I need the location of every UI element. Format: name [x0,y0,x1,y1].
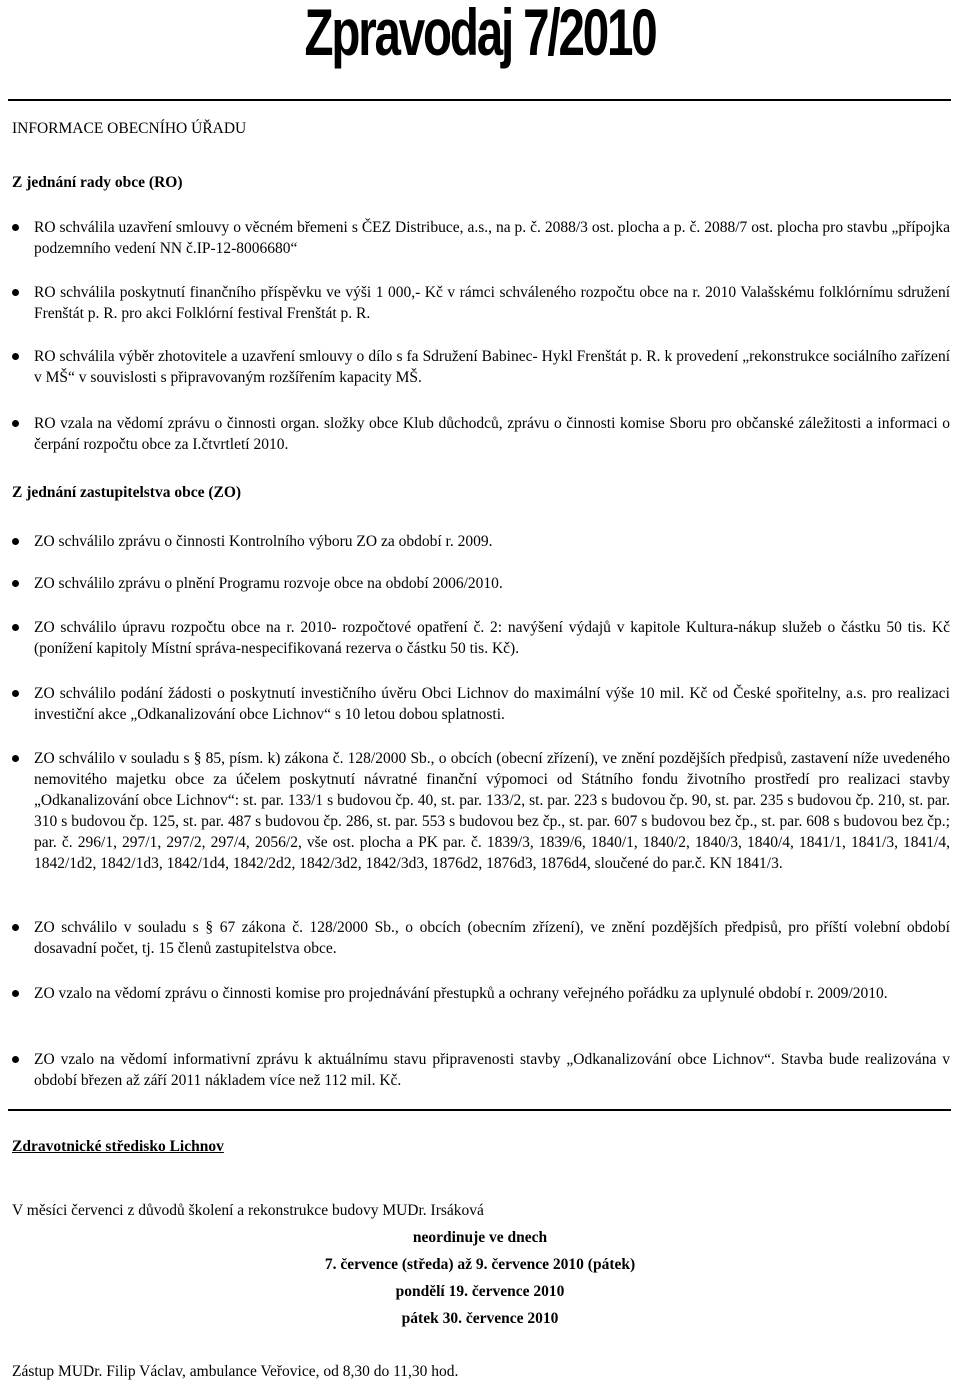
bullet [12,353,19,360]
zo-item: ZO vzalo na vědomí informativní zprávu k aktuálnímu stavu připravenosti stavby „Odkanalizování obce Lichnov“. Stavba bude realizována v období březen až září 2011 nákladem více než 112 mil. Kč. [34,1051,950,1089]
ro-item: RO schválila poskytnutí finančního příspěvku ve výši 1 000,- Kč v rámci schváleného rozpočtu obce na r. 2010 Valašskému folklórnímu sdružení Frenštát p. R. pro akci Folklórní festival Frenštát p. R. [34,284,950,322]
bullet [12,924,19,931]
zo-item: ZO schválilo úpravu rozpočtu obce na r. 2010- rozpočtové opatření č. 2: navýšení výdajů v kapitole Kultura-nákup služeb o částku 50 tis. Kč (ponížení kapitoly Místní správa-nespecifikovaná rezerva o částku 50 tis. Kč). [34,619,950,657]
ro-heading: Z jednání rady obce (RO) [12,174,183,191]
bullet [12,224,19,231]
ro-item: RO schválila výběr zhotovitele a uzavření smlouvy o dílo s fa Sdružení Babinec- Hykl Frenštát p. R. k provedení „rekonstrukce sociálního zařízení v MŠ“ v souvislosti s připravovaným rozšířením kapacity MŠ. [34,348,950,386]
bullet [12,580,19,587]
health-date: pátek 30. července 2010 [401,1310,559,1327]
bullet [12,289,19,296]
bullet [12,1056,19,1063]
zo-item: ZO schválilo v souladu s § 85, písm. k) zákona č. 128/2000 Sb., o obcích (obecní zřízení), ve znění pozdějších předpisů, zastavení níže uvedeného nemovitého majetku obce za účelem poskytnutí návratné finanční výpomoci od Státního fondu životního prostředí pro realizaci stavby „Odkanalizování obce Lichnov“: st. par. 133/1 s budovou čp. 40, st. par. 133/2, st. par. 223 s budovou čp. 90, st. par. 235 s budovou čp. 210, st. par. 310 s budovou čp. 125, st. par. 487 s budovou čp. 286, st. par. 553 s budovou bez čp., st. par. 607 s budovou bez čp., st. par. 608 s budovou bez čp.; par. č. 296/1, 297/1, 297/2, 297/4, 2056/2, vše ost. plocha a PK par. č. 1839/3, 1839/6, 1840/1, 1840/2, 1840/3, 1840/4, 1841/1, 1841/3, 1841/4, 1842/1d2, 1842/1d3, 1842/1d4, 1842/2d2, 1842/3d2, 1842/3d3, 1876d2, 1876d3, 1876d4, sloučené do par.č. KN 1841/3. [34,750,950,872]
section-title: INFORMACE OBECNÍHO ÚŘADU [12,120,247,137]
ro-item: RO vzala na vědomí zprávu o činnosti organ. složky obce Klub důchodců, zprávu o činnosti komise Sboru pro občanské záležitosti a informaci o čerpání rozpočtu obce za I.čtvrtletí 2010. [34,415,950,453]
zo-item: ZO vzalo na vědomí zprávu o činnosti komise pro projednávání přestupků a ochrany veřejného pořádku za uplynulé období r. 2009/2010. [34,985,888,1002]
zo-item: ZO schválilo v souladu s § 67 zákona č. 128/2000 Sb., o obcích (obecním zřízení), ve znění pozdějších předpisů, pro příští volební období dosavadní počet, tj. 15 členů zastupitelstva obce. [34,919,950,957]
bullet [12,990,19,997]
newsletter-title: Zpravodaj 7/2010 [304,0,656,69]
bullet [12,690,19,697]
section-rule-bottom [8,1109,951,1111]
bullet [12,624,19,631]
health-heading: Zdravotnické středisko Lichnov [12,1138,224,1155]
health-substitute: Zástup MUDr. Filip Václav, ambulance Veřovice, od 8,30 do 11,30 hod. [12,1363,459,1380]
zo-item: ZO schválilo zprávu o činnosti Kontrolního výboru ZO za období r. 2009. [34,533,493,550]
zo-heading: Z jednání zastupitelstva obce (ZO) [12,484,242,501]
bullet [12,420,19,427]
zo-item: ZO schválilo zprávu o plnění Programu rozvoje obce na období 2006/2010. [34,575,503,592]
section-rule-top [8,99,951,101]
bullet [12,538,19,545]
health-date: pondělí 19. července 2010 [395,1283,565,1300]
health-line: neordinuje ve dnech [412,1229,548,1246]
zo-item: ZO schválilo podání žádosti o poskytnutí investičního úvěru Obci Lichnov do maximální výše 10 mil. Kč od České spořitelny, a.s. pro realizaci investiční akce „Odkanalizování obce Lichnov“ s 10 letou dobou splatnosti. [34,685,950,723]
ro-item: RO schválila uzavření smlouvy o věcném břemeni s ČEZ Distribuce, a.s., na p. č. 2088/3 ost. plocha a p. č. 2088/7 ost. plocha pro stavbu „přípojka podzemního vedení NN č.IP-12-8006680“ [34,219,950,257]
health-intro: V měsíci červenci z důvodů školení a rekonstrukce budovy MUDr. Irsáková [12,1202,484,1219]
bullet [12,755,19,762]
health-dates: 7. července (středa) až 9. července 2010 (pátek) [324,1256,636,1273]
